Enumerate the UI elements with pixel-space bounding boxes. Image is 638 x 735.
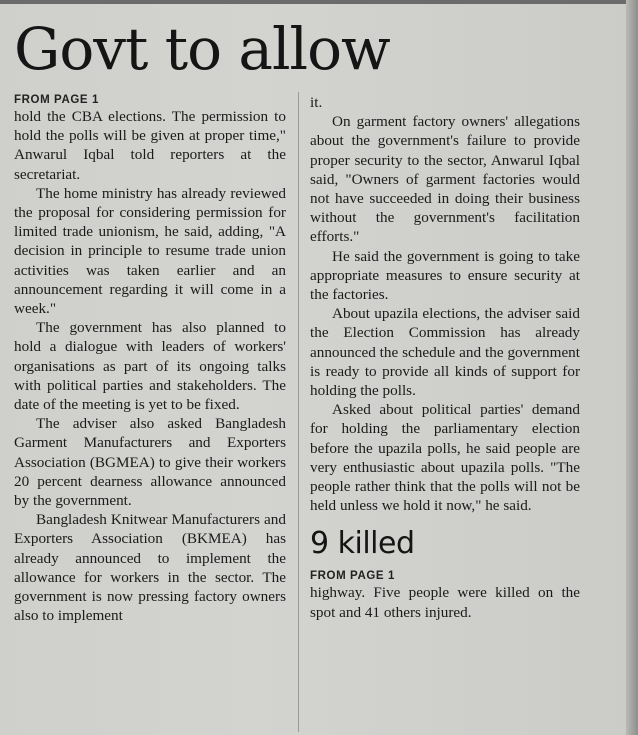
paragraph: hold the CBA elections. The permission to hold the polls will be given at proper time," Anwarul Iqbal told reporters at the secretariat. xyxy=(14,108,286,183)
paragraph: On garment factory owners' allegations about the government's failure to provide proper security to the sector, Anwarul Iqbal said, "Owners of garment factories would not have succeeded in doing their business without the government's facilitation efforts." xyxy=(310,113,580,246)
paragraph: it. xyxy=(310,94,323,111)
article-column-left xyxy=(14,93,286,625)
paragraph: Bangladesh Knitwear Manufacturers and Exporters Association (BKMEA) has already announced to implement the allowance for workers in the sector. The government is now pressing factory owners also to implement xyxy=(14,511,286,625)
jump-label: FROM PAGE 1 xyxy=(310,570,395,583)
page-edge-shadow xyxy=(626,0,638,735)
top-rule xyxy=(0,0,638,4)
paragraph: highway. Five people were killed on the spot and 41 others injured. xyxy=(310,584,580,621)
paragraph: About upazila elections, the adviser said the Election Commission has already announced the schedule and the government is ready to provide all kinds of support for holding the polls. xyxy=(310,305,580,400)
paragraph: The adviser also asked Bangladesh Garment Manufacturers and Exporters Association (BGMEA) to give their workers 20 percent dearness allowance announced by the government. xyxy=(14,415,286,510)
headline-govt-to-allow: Govt to allow xyxy=(14,15,390,83)
column-divider xyxy=(298,92,299,732)
headline-9-killed: 9 killed xyxy=(310,526,415,562)
paragraph: The home ministry has already reviewed the proposal for considering permission for limited trade unionism, he said, adding, "A decision in principle to resume trade union activities was taken earlier and an announcement regarding it will come in a week." xyxy=(14,184,286,318)
article-column-right xyxy=(310,93,580,622)
paragraph: The government has also planned to hold a dialogue with leaders of workers' organisations as part of its ongoing talks with political parties and stakeholders. The date of the meeting is yet to be fixed. xyxy=(14,319,286,414)
paragraph: He said the government is going to take appropriate measures to ensure security at the factories. xyxy=(310,247,580,304)
paragraph: Asked about political parties' demand for holding the parliamentary election before the upazila polls, he said people are very enthusiastic about upazila polls. "The people rather think that the polls will not be held unless we hold it now," he said. xyxy=(310,401,580,515)
jump-label: FROM PAGE 1 xyxy=(14,94,99,106)
